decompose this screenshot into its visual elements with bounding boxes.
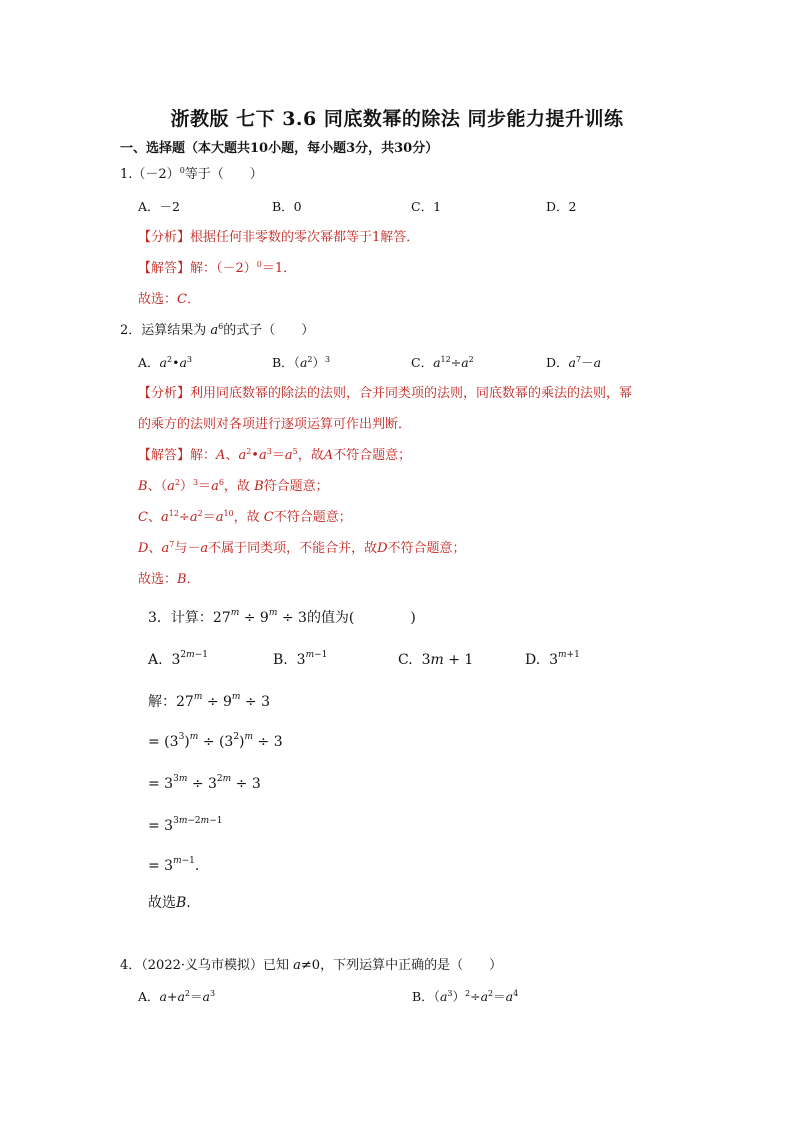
q3-solution-step3: = $3^{3m} \div 3^{2m} \div 3$ xyxy=(148,774,261,792)
q2-solution-c: C、$a^{12}\div a^2=a^{10}$，故 C不符合题意； xyxy=(138,509,352,525)
q2-analysis-line1: 【分析】利用同底数幂的除法的法则，合并同类项的法则，同底数幂的乘法的法则，幂 xyxy=(138,386,633,401)
q1-option-d: D．2 xyxy=(546,199,577,214)
q4-option-b: B．$(a^3)^2\div a^2=a^4$ xyxy=(412,989,519,1004)
q1-choice: 故选：C． xyxy=(138,292,200,307)
q2-option-d: D．$a^7-a$ xyxy=(546,355,602,370)
q2-analysis-line2: 的乘方的法则对各项进行逐项运算可作出判断． xyxy=(138,417,412,432)
q3-choice: 故选B. xyxy=(148,895,191,911)
q1-option-a: A．－2 xyxy=(138,199,180,214)
q3-solution-step1: 解：$27^m \div 9^m \div 3$ xyxy=(148,692,271,710)
q1-analysis: 【分析】根据任何非零数的零次幂都等于1解答． xyxy=(138,230,420,245)
q2-option-c: C．$a^{12}\div a^2$ xyxy=(411,355,474,370)
q3-stem: 3．计算：$27^m \div 9^m \div 3$的值为( ) xyxy=(148,608,416,626)
q4-stem: 4．（2022·义乌市模拟）已知 a≠0，下列运算中正确的是（ ） xyxy=(120,958,503,973)
q2-solution-d: D、$a^7$与－a不属于同类项，不能合并，故D不符合题意； xyxy=(138,540,466,556)
page-title: 浙教版 七下 3.6 同底数幂的除法 同步能力提升训练 xyxy=(170,108,624,130)
q2-solution-a: 【解答】解：A、$a^2•a^3=a^5$，故A不符合题意； xyxy=(138,447,412,463)
q3-option-b: B. $3^{m-1}$ xyxy=(273,650,328,668)
q1-solution: 【解答】解：$(-2)^0=1$． xyxy=(138,260,297,276)
q2-solution-b: B、$(a^2)^3=a^6$，故 B符合题意； xyxy=(138,478,329,494)
q3-solution-step4: = $3^{3m-2m-1}$ xyxy=(148,816,223,834)
q2-choice: 故选：B． xyxy=(138,572,200,587)
q4-option-a: A．$a+a^2=a^3$ xyxy=(138,989,216,1004)
q3-option-d: D. $3^{m+1}$ xyxy=(525,650,580,668)
q1-stem: $1.(-2)^0$等于（ ） xyxy=(120,166,263,182)
q1-option-c: C．1 xyxy=(411,199,442,214)
q3-solution-step2: = $(3^3)^m \div (3^2)^m \div 3$ xyxy=(148,732,283,750)
q2-stem: 2．运算结果为 $a^6$的式子（ ） xyxy=(120,322,315,338)
q2-option-b: B．$(a^2)^3$ xyxy=(272,355,331,370)
q3-option-a: A. $3^{2m-1}$ xyxy=(148,650,208,668)
q2-option-a: A．$a^2•a^3$ xyxy=(138,355,192,370)
q3-solution-step5: = $3^{m-1}$. xyxy=(148,856,200,874)
q1-option-b: B．0 xyxy=(272,199,302,214)
section-heading: 一、选择题（本大题共10小题，每小题3分，共30分） xyxy=(120,141,439,156)
q3-option-c: C. 3m + 1 xyxy=(398,652,474,668)
